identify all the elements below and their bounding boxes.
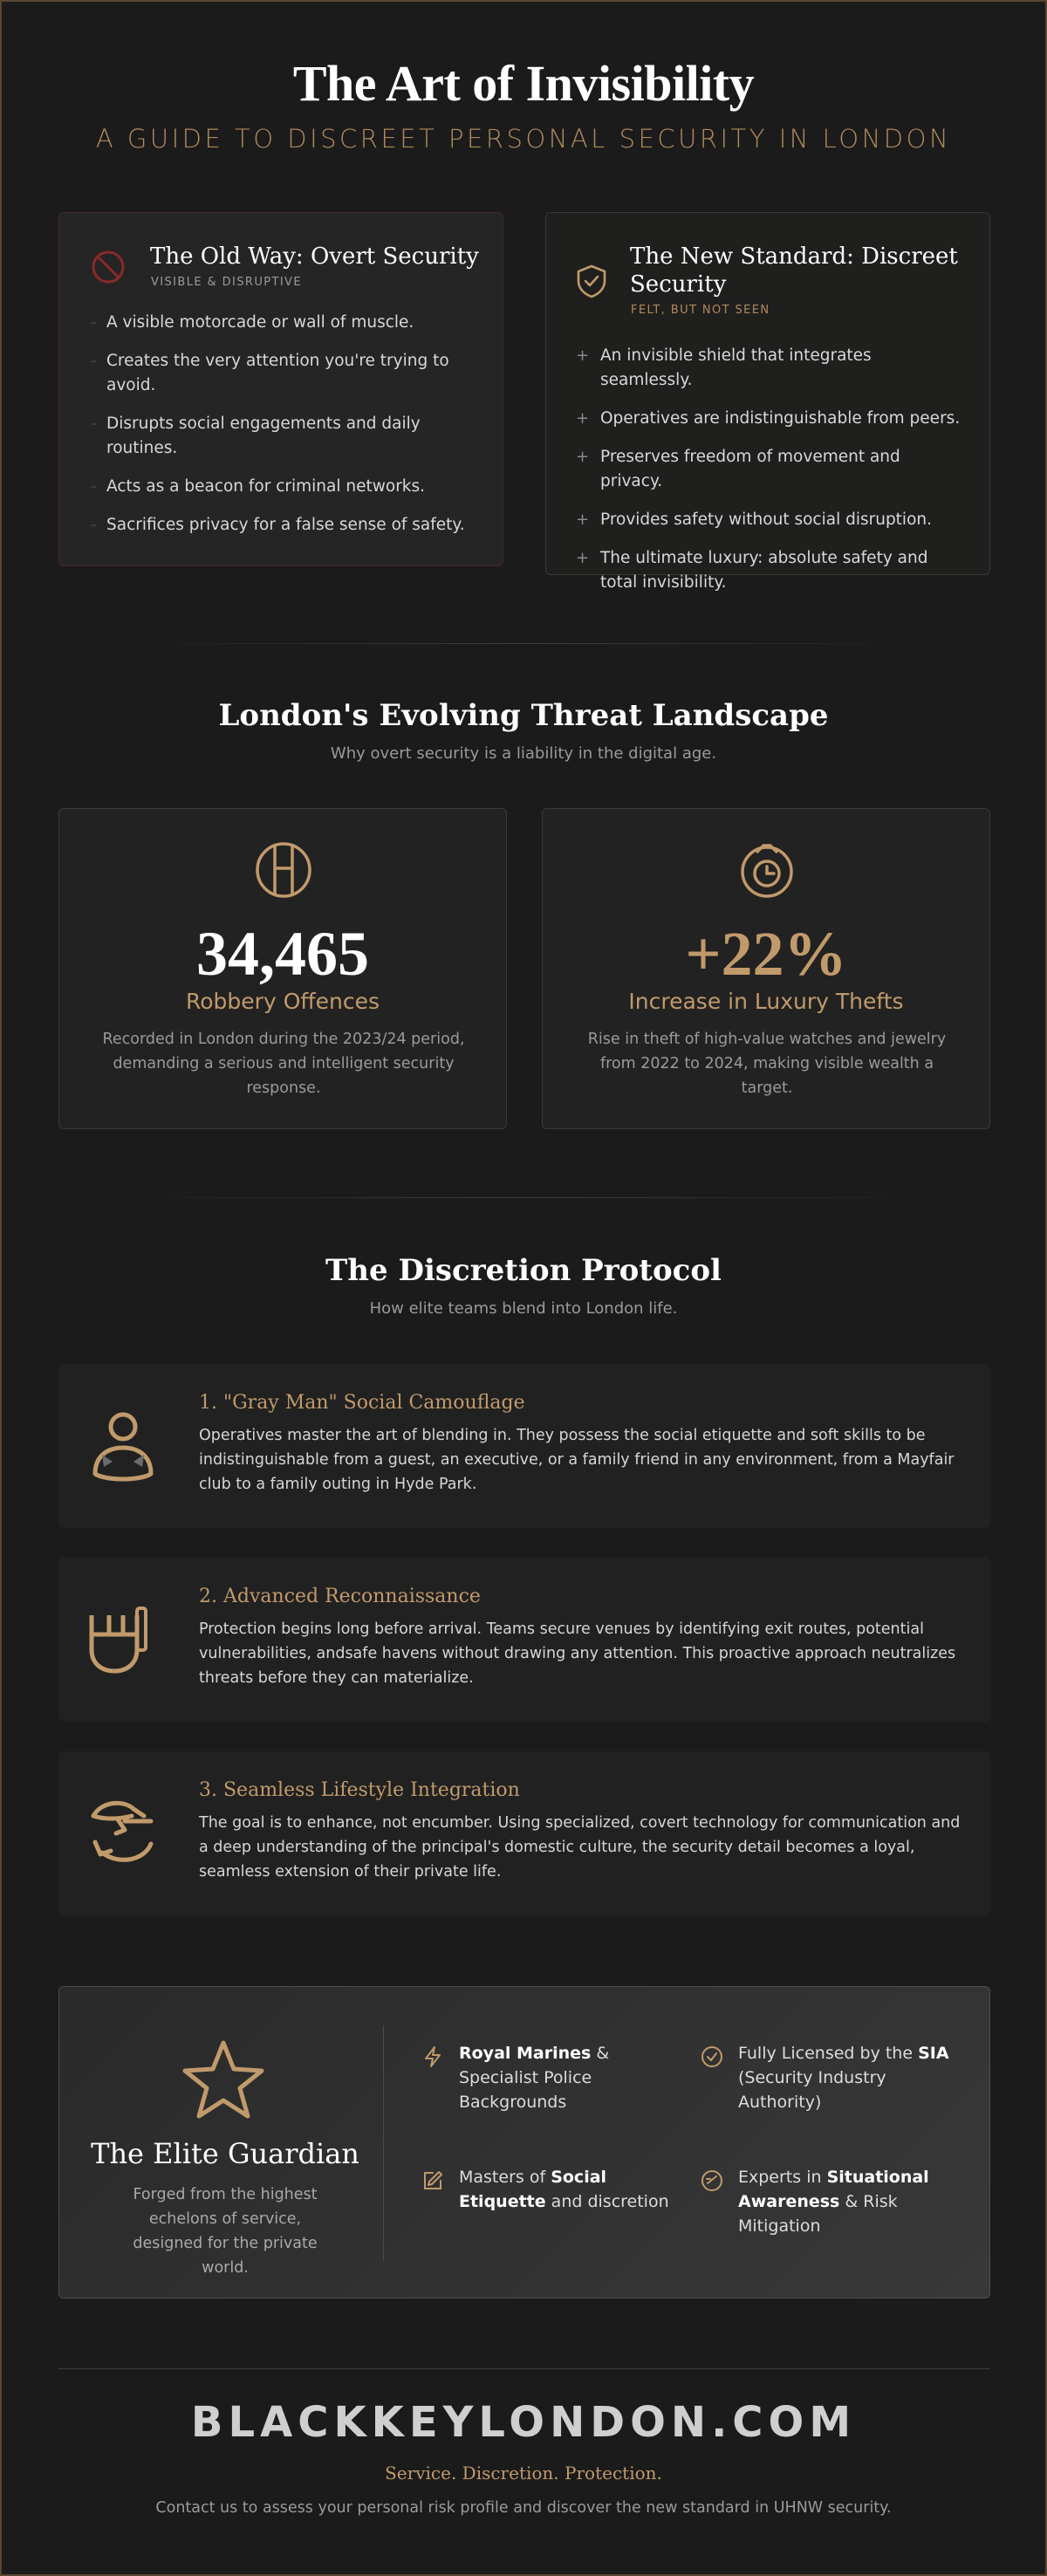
section-divider [115, 643, 935, 644]
gauge-icon [700, 2168, 724, 2193]
feature-emphasis: Social Etiquette [459, 2168, 607, 2211]
list-item: + Preserves freedom of movement and privacy. [572, 445, 965, 494]
protocol-step-desc: The goal is to enhance, not encumber. Using specialized, covert technology for communication and a deep understanding of the principal's domestic culture, the security detail becomes a loyal, seamless extension of their private life. [199, 1814, 961, 1881]
stat-card-luxury-thefts [542, 808, 990, 1129]
stat-value: +22% [685, 919, 847, 989]
feature-rest: & Specialist Police Backgrounds [459, 2044, 610, 2112]
stat-card-robbery [58, 808, 507, 1129]
feature-rest: and discretion [545, 2192, 669, 2211]
feature-pre: Experts in [738, 2168, 827, 2187]
protocol-step [58, 1558, 990, 1722]
stat-label: Increase in Luxury Thefts [628, 989, 904, 1014]
list-item: – Sacrifices privacy for a false sense of safety. [91, 513, 475, 538]
list-item: + Provides safety without social disruption. [572, 508, 965, 532]
watch-icon [737, 840, 797, 900]
list-item: – Creates the very attention you're trying to avoid. [91, 349, 475, 398]
venue-icon [83, 1596, 161, 1680]
person-icon [83, 1402, 161, 1486]
protocol-title: The Discretion Protocol [325, 1253, 722, 1288]
old-way-title: The Old Way: Overt Security [150, 243, 479, 270]
old-way-kicker: VISIBLE & DISRUPTIVE [151, 276, 302, 289]
page-title: The Art of Invisibility [292, 55, 755, 112]
protocol-step [58, 1751, 990, 1915]
new-standard-title: The New Standard: Discreet Security [630, 243, 958, 298]
list-item: – A visible motorcade or wall of muscle. [91, 311, 475, 335]
check-circle-icon [700, 2045, 724, 2069]
pencil-icon [421, 2168, 445, 2193]
protocol-subtitle: How elite teams blend into London life. [369, 1299, 678, 1318]
feature-pre: Fully Licensed by the [738, 2044, 919, 2063]
protocol-step-title: 2. Advanced Reconnaissance [199, 1586, 481, 1607]
protocol-step-title: 1. "Gray Man" Social Camouflage [199, 1392, 525, 1414]
feature-emphasis: Royal Marines [459, 2044, 592, 2063]
circle-h-icon [254, 840, 313, 900]
protocol-step-title: 3. Seamless Lifestyle Integration [199, 1779, 520, 1801]
guardian-feature-text [459, 2041, 677, 2114]
new-standard-list [572, 344, 965, 609]
no-entry-icon [89, 248, 127, 286]
stat-description: Rise in theft of high-value watches and jewelry from 2022 to 2024, making visible wealth a target. [587, 1031, 947, 1097]
footer-brand-link[interactable]: BLACKKEYLONDON.COM [190, 2398, 857, 2447]
guardian-feature-text [459, 2165, 677, 2214]
footer-note: Contact us to assess your personal risk profile and discover the new standard in UHNW security. [155, 2499, 892, 2517]
threat-subtitle: Why overt security is a liability in the digital age. [330, 744, 717, 763]
page-subtitle: A GUIDE TO DISCREET PERSONAL SECURITY IN LONDON [95, 124, 952, 154]
elite-guardian-panel [58, 1986, 990, 2299]
protocol-step [58, 1364, 990, 1528]
protocol-step-desc: Operatives master the art of blending in. They possess the social etiquette and soft skills to be indistinguishable from a guest, an executive, or a family friend in any environment, from a Mayfair club to a family outing in Hyde Park. [199, 1427, 955, 1493]
stat-label: Robbery Offences [186, 989, 380, 1014]
protocol-step-desc: Protection begins long before arrival. Teams secure venues by identifying exit routes, potential vulnerabilities, andsafe havens without drawing any attention. This proactive approach neutralizes threats before they can materialize. [199, 1620, 956, 1687]
cycle-arrows-icon [83, 1790, 161, 1874]
old-way-list [91, 311, 475, 552]
feature-emphasis: SIA [918, 2044, 949, 2063]
guardian-feature-text [738, 2041, 956, 2114]
feature-rest: (Security Industry Authority) [738, 2068, 886, 2112]
feature-rest: & Risk Mitigation [738, 2192, 898, 2236]
list-item: – Acts as a beacon for criminal networks. [91, 475, 475, 499]
guardian-separator [383, 2025, 384, 2261]
guardian-description: Forged from the highest echelons of service, designed for the private world. [133, 2186, 318, 2277]
shield-check-icon [572, 262, 611, 300]
feature-pre: Masters of [459, 2168, 551, 2187]
new-standard-kicker: FELT, BUT NOT SEEN [631, 304, 770, 317]
stat-value: 34,465 [196, 919, 369, 989]
list-item: – Disrupts social engagements and daily routines. [91, 412, 475, 461]
bolt-icon [421, 2045, 445, 2069]
guardian-feature-text [738, 2165, 956, 2238]
threat-title: London's Evolving Threat Landscape [218, 698, 829, 733]
list-item: + An invisible shield that integrates seamlessly. [572, 344, 965, 393]
footer-tagline: Service. Discretion. Protection. [385, 2463, 662, 2484]
section-divider [115, 1197, 935, 1198]
old-way-card [58, 212, 503, 566]
footer-divider [58, 2368, 990, 2369]
star-icon [180, 2038, 267, 2121]
guardian-title: The Elite Guardian [91, 2137, 359, 2170]
feature-emphasis: Situational Awareness [738, 2168, 929, 2211]
list-item: + Operatives are indistinguishable from peers. [572, 407, 965, 431]
list-item: + The ultimate luxury: absolute safety and total invisibility. [572, 546, 965, 595]
new-standard-card [545, 212, 990, 592]
stat-description: Recorded in London during the 2023/24 period, demanding a serious and intelligent security response. [102, 1031, 465, 1097]
